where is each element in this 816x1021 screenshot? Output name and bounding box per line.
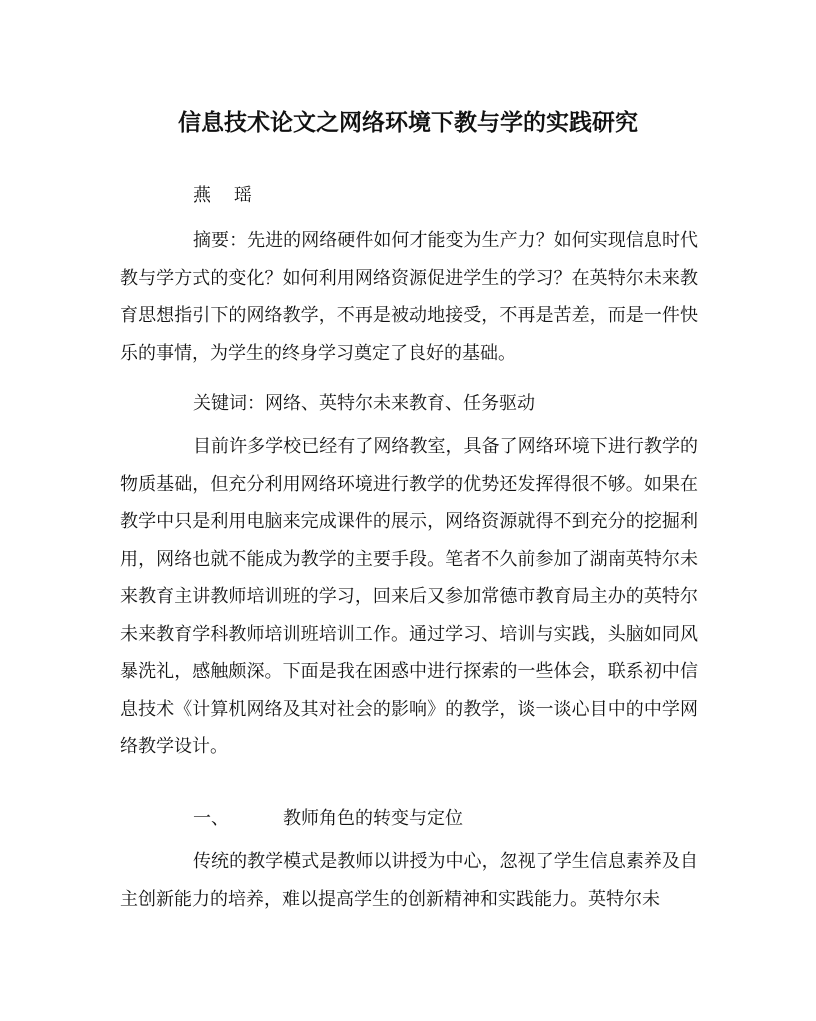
intro-paragraph: 目前许多学校已经有了网络教室，具备了网络环境下进行教学的物质基础，但充分利用网络环境进行教学的优势还发挥得很不够。如果在教学中只是利用电脑来完成课件的展示，网络资源就得不到充分的挖掘利用，网络也就不能成为教学的主要手段。笔者不久前参加了湖南英特尔未来教育主讲教师培训班的学习，回来后又参加常德市教育局主办的英特尔未来教育学科教师培训班培训工作。通过学习、培训与实践，头脑如同风暴洗礼，感触颇深。下面是我在困惑中进行探索的一些体会，联系初中信息技术《计算机网络及其对社会的影响》的教学，谈一谈心目中的中学网络教学设计。 <box>120 436 698 757</box>
section-number: 一、 <box>193 808 229 829</box>
author-name: 燕 瑶 <box>193 185 252 206</box>
keywords-line: 关键词：网络、英特尔未来教育、任务驱动 <box>193 393 535 414</box>
section-heading <box>193 800 463 837</box>
section-title: 教师角色的转变与定位 <box>283 808 463 829</box>
section-paragraph: 传统的教学模式是教师以讲授为中心，忽视了学生信息素养及自主创新能力的培养，难以提高学生的创新精神和实践能力。英特尔未 <box>120 851 698 910</box>
document-title: 信息技术论文之网络环境下教与学的实践研究 <box>178 109 638 136</box>
abstract-paragraph: 摘要：先进的网络硬件如何才能变为生产力？如何实现信息时代教与学方式的变化？如何利用网络资源促进学生的学习？在英特尔未来教育思想指引下的网络教学，不再是被动地接受，不再是苦差，而是一件快乐的事情，为学生的终身学习奠定了良好的基础。 <box>120 230 698 364</box>
